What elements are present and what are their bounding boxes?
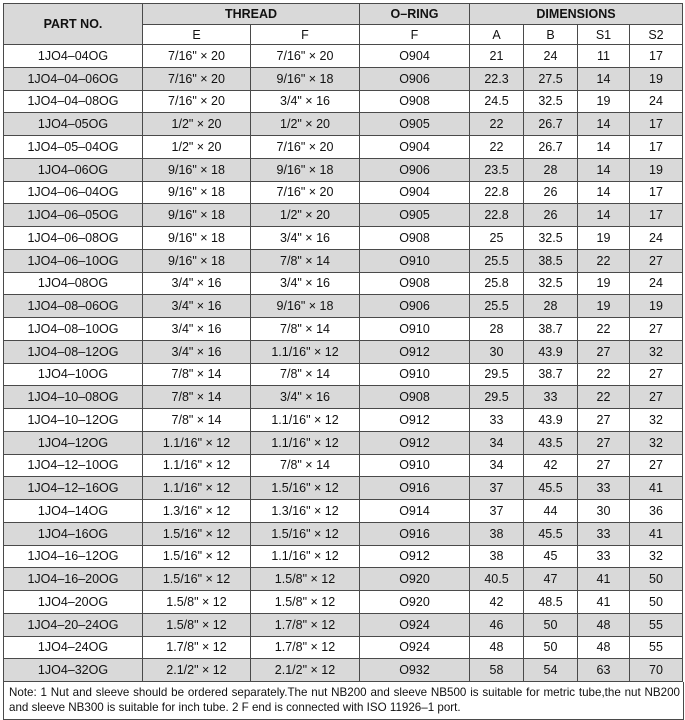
cell-dim-s2: 55: [630, 613, 683, 636]
cell-dim-b: 32.5: [524, 272, 578, 295]
cell-part-no: 1JO4–10–12OG: [4, 409, 143, 432]
cell-oring-f: O912: [360, 409, 470, 432]
table-row: [4, 545, 683, 568]
cell-dim-b: 50: [524, 636, 578, 659]
table-row: [4, 409, 683, 432]
cell-thread-e: 2.1/2" × 12: [143, 659, 251, 682]
cell-dim-a: 25.5: [470, 295, 524, 318]
table-row: [4, 295, 683, 318]
spec-sheet: [3, 3, 682, 720]
cell-dim-s1: 14: [578, 136, 630, 159]
cell-dim-b: 26: [524, 204, 578, 227]
cell-thread-e: 1.1/16" × 12: [143, 454, 251, 477]
cell-thread-e: 9/16" × 18: [143, 249, 251, 272]
cell-thread-f: 3/4" × 16: [251, 386, 360, 409]
cell-dim-b: 43.5: [524, 431, 578, 454]
cell-dim-a: 29.5: [470, 363, 524, 386]
cell-thread-e: 9/16" × 18: [143, 204, 251, 227]
cell-part-no: 1JO4–32OG: [4, 659, 143, 682]
cell-dim-b: 38.7: [524, 318, 578, 341]
table-row: [4, 613, 683, 636]
cell-dim-s1: 19: [578, 295, 630, 318]
cell-thread-e: 7/16" × 20: [143, 90, 251, 113]
cell-dim-s1: 19: [578, 272, 630, 295]
table-row: [4, 363, 683, 386]
cell-dim-s2: 24: [630, 227, 683, 250]
cell-thread-f: 1/2" × 20: [251, 204, 360, 227]
table-row: [4, 500, 683, 523]
cell-part-no: 1JO4–06–05OG: [4, 204, 143, 227]
cell-part-no: 1JO4–24OG: [4, 636, 143, 659]
cell-thread-f: 7/16" × 20: [251, 136, 360, 159]
cell-dim-a: 28: [470, 318, 524, 341]
cell-dim-b: 26.7: [524, 113, 578, 136]
cell-oring-f: O910: [360, 318, 470, 341]
cell-thread-e: 7/16" × 20: [143, 45, 251, 68]
table-row: [4, 158, 683, 181]
table-row: [4, 477, 683, 500]
cell-dim-b: 43.9: [524, 340, 578, 363]
cell-part-no: 1JO4–05–04OG: [4, 136, 143, 159]
cell-oring-f: O920: [360, 591, 470, 614]
cell-dim-b: 47: [524, 568, 578, 591]
cell-dim-a: 22.8: [470, 181, 524, 204]
cell-dim-s1: 14: [578, 181, 630, 204]
cell-dim-a: 29.5: [470, 386, 524, 409]
cell-dim-a: 48: [470, 636, 524, 659]
cell-part-no: 1JO4–06–10OG: [4, 249, 143, 272]
cell-dim-a: 34: [470, 431, 524, 454]
cell-dim-a: 23.5: [470, 158, 524, 181]
cell-dim-b: 33: [524, 386, 578, 409]
cell-part-no: 1JO4–08–06OG: [4, 295, 143, 318]
table-row: [4, 227, 683, 250]
cell-dim-a: 58: [470, 659, 524, 682]
cell-thread-f: 3/4" × 16: [251, 90, 360, 113]
cell-thread-e: 9/16" × 18: [143, 158, 251, 181]
cell-thread-e: 1.5/16" × 12: [143, 545, 251, 568]
cell-dim-a: 22.3: [470, 67, 524, 90]
cell-dim-s2: 27: [630, 454, 683, 477]
cell-dim-a: 42: [470, 591, 524, 614]
cell-dim-b: 26: [524, 181, 578, 204]
cell-dim-s2: 24: [630, 90, 683, 113]
header-dim-b: B: [524, 25, 578, 45]
cell-oring-f: O924: [360, 636, 470, 659]
cell-thread-e: 1.3/16" × 12: [143, 500, 251, 523]
cell-dim-a: 46: [470, 613, 524, 636]
cell-dim-s1: 48: [578, 636, 630, 659]
cell-dim-b: 27.5: [524, 67, 578, 90]
cell-thread-e: 9/16" × 18: [143, 181, 251, 204]
cell-dim-s1: 63: [578, 659, 630, 682]
header-oring: O–RING: [360, 4, 470, 25]
cell-part-no: 1JO4–14OG: [4, 500, 143, 523]
table-header: [4, 4, 683, 45]
table-row: [4, 386, 683, 409]
cell-thread-f: 7/8" × 14: [251, 318, 360, 341]
cell-dim-s1: 14: [578, 204, 630, 227]
cell-dim-s2: 17: [630, 204, 683, 227]
cell-dim-s1: 14: [578, 158, 630, 181]
table-row: [4, 45, 683, 68]
cell-dim-s2: 24: [630, 272, 683, 295]
header-dim-a: A: [470, 25, 524, 45]
cell-dim-a: 22: [470, 113, 524, 136]
cell-dim-b: 45.5: [524, 522, 578, 545]
table-row: [4, 591, 683, 614]
fitting-dimensions-table: [3, 3, 683, 682]
header-thread-e: E: [143, 25, 251, 45]
cell-thread-e: 1/2" × 20: [143, 136, 251, 159]
cell-thread-e: 1.5/8" × 12: [143, 591, 251, 614]
cell-thread-e: 9/16" × 18: [143, 227, 251, 250]
header-thread-f: F: [251, 25, 360, 45]
cell-dim-s2: 36: [630, 500, 683, 523]
table-body: [4, 45, 683, 682]
cell-dim-b: 48.5: [524, 591, 578, 614]
cell-part-no: 1JO4–16–20OG: [4, 568, 143, 591]
cell-thread-f: 1.3/16" × 12: [251, 500, 360, 523]
cell-dim-a: 38: [470, 545, 524, 568]
header-dimensions: DIMENSIONS: [470, 4, 683, 25]
cell-thread-f: 7/8" × 14: [251, 363, 360, 386]
cell-dim-s2: 27: [630, 386, 683, 409]
cell-thread-e: 3/4" × 16: [143, 272, 251, 295]
cell-dim-s1: 41: [578, 568, 630, 591]
cell-dim-s2: 27: [630, 249, 683, 272]
cell-dim-s1: 33: [578, 545, 630, 568]
cell-thread-f: 1/2" × 20: [251, 113, 360, 136]
cell-dim-s1: 22: [578, 249, 630, 272]
header-oring-f: F: [360, 25, 470, 45]
cell-part-no: 1JO4–12–16OG: [4, 477, 143, 500]
cell-part-no: 1JO4–16OG: [4, 522, 143, 545]
cell-dim-b: 44: [524, 500, 578, 523]
cell-dim-a: 25: [470, 227, 524, 250]
cell-part-no: 1JO4–10OG: [4, 363, 143, 386]
cell-dim-b: 24: [524, 45, 578, 68]
cell-thread-f: 9/16" × 18: [251, 67, 360, 90]
cell-thread-e: 1.1/16" × 12: [143, 477, 251, 500]
cell-thread-f: 1.1/16" × 12: [251, 431, 360, 454]
cell-thread-e: 3/4" × 16: [143, 318, 251, 341]
cell-thread-f: 1.1/16" × 12: [251, 545, 360, 568]
cell-dim-s2: 70: [630, 659, 683, 682]
cell-oring-f: O910: [360, 363, 470, 386]
cell-dim-s1: 41: [578, 591, 630, 614]
cell-part-no: 1JO4–08OG: [4, 272, 143, 295]
cell-dim-s1: 27: [578, 454, 630, 477]
cell-dim-s2: 27: [630, 318, 683, 341]
cell-dim-a: 33: [470, 409, 524, 432]
cell-dim-s2: 19: [630, 158, 683, 181]
cell-oring-f: O910: [360, 454, 470, 477]
cell-thread-f: 1.5/8" × 12: [251, 591, 360, 614]
cell-dim-s1: 22: [578, 363, 630, 386]
cell-dim-a: 22.8: [470, 204, 524, 227]
cell-oring-f: O932: [360, 659, 470, 682]
table-row: [4, 90, 683, 113]
cell-dim-b: 43.9: [524, 409, 578, 432]
cell-dim-a: 21: [470, 45, 524, 68]
cell-oring-f: O908: [360, 90, 470, 113]
cell-thread-f: 7/8" × 14: [251, 454, 360, 477]
cell-dim-s1: 27: [578, 340, 630, 363]
table-row: [4, 249, 683, 272]
cell-dim-s2: 19: [630, 295, 683, 318]
cell-dim-a: 37: [470, 500, 524, 523]
cell-dim-b: 28: [524, 158, 578, 181]
cell-part-no: 1JO4–20OG: [4, 591, 143, 614]
cell-part-no: 1JO4–16–12OG: [4, 545, 143, 568]
cell-dim-a: 25.8: [470, 272, 524, 295]
cell-thread-e: 7/8" × 14: [143, 363, 251, 386]
table-row: [4, 67, 683, 90]
table-row: [4, 636, 683, 659]
cell-thread-f: 7/8" × 14: [251, 249, 360, 272]
cell-part-no: 1JO4–20–24OG: [4, 613, 143, 636]
cell-dim-s1: 19: [578, 90, 630, 113]
cell-dim-b: 42: [524, 454, 578, 477]
cell-thread-e: 1.7/8" × 12: [143, 636, 251, 659]
cell-oring-f: O912: [360, 340, 470, 363]
cell-dim-s2: 17: [630, 136, 683, 159]
cell-oring-f: O920: [360, 568, 470, 591]
cell-oring-f: O910: [360, 249, 470, 272]
cell-oring-f: O916: [360, 477, 470, 500]
cell-part-no: 1JO4–04–06OG: [4, 67, 143, 90]
table-row: [4, 272, 683, 295]
cell-part-no: 1JO4–12OG: [4, 431, 143, 454]
table-row: [4, 136, 683, 159]
cell-thread-f: 1.7/8" × 12: [251, 636, 360, 659]
cell-thread-e: 7/16" × 20: [143, 67, 251, 90]
header-dim-s1: S1: [578, 25, 630, 45]
cell-part-no: 1JO4–05OG: [4, 113, 143, 136]
cell-part-no: 1JO4–08–12OG: [4, 340, 143, 363]
cell-dim-s2: 32: [630, 545, 683, 568]
table-row: [4, 454, 683, 477]
cell-dim-a: 34: [470, 454, 524, 477]
cell-thread-f: 1.5/8" × 12: [251, 568, 360, 591]
cell-dim-a: 30: [470, 340, 524, 363]
cell-thread-e: 3/4" × 16: [143, 295, 251, 318]
cell-thread-e: 1.5/16" × 12: [143, 522, 251, 545]
cell-dim-s1: 33: [578, 477, 630, 500]
cell-dim-b: 26.7: [524, 136, 578, 159]
cell-dim-a: 24.5: [470, 90, 524, 113]
cell-dim-s2: 41: [630, 477, 683, 500]
table-row: [4, 568, 683, 591]
cell-dim-s1: 27: [578, 431, 630, 454]
cell-dim-s1: 22: [578, 318, 630, 341]
table-row: [4, 318, 683, 341]
cell-oring-f: O904: [360, 45, 470, 68]
cell-oring-f: O908: [360, 386, 470, 409]
cell-dim-b: 45.5: [524, 477, 578, 500]
cell-thread-f: 1.1/16" × 12: [251, 409, 360, 432]
cell-thread-e: 7/8" × 14: [143, 409, 251, 432]
cell-dim-s2: 19: [630, 67, 683, 90]
cell-part-no: 1JO4–12–10OG: [4, 454, 143, 477]
cell-dim-s1: 30: [578, 500, 630, 523]
cell-dim-a: 37: [470, 477, 524, 500]
cell-dim-s2: 32: [630, 431, 683, 454]
cell-part-no: 1JO4–04–08OG: [4, 90, 143, 113]
cell-dim-s1: 48: [578, 613, 630, 636]
cell-dim-b: 32.5: [524, 227, 578, 250]
cell-thread-f: 1.1/16" × 12: [251, 340, 360, 363]
cell-thread-f: 2.1/2" × 12: [251, 659, 360, 682]
table-row: [4, 659, 683, 682]
footnote: Note: 1 Nut and sleeve should be ordered separately.The nut NB200 and sleeve NB500 is suitable for metric tube,the nut NB200 and sleeve NB300 is suitable for inch tube. 2 F end is connected with ISO 11926–1 port.: [3, 682, 684, 720]
cell-oring-f: O906: [360, 67, 470, 90]
cell-oring-f: O904: [360, 181, 470, 204]
cell-dim-s1: 19: [578, 227, 630, 250]
table-row: [4, 181, 683, 204]
cell-oring-f: O924: [360, 613, 470, 636]
cell-dim-s2: 55: [630, 636, 683, 659]
header-dim-s2: S2: [630, 25, 683, 45]
cell-dim-b: 38.7: [524, 363, 578, 386]
cell-oring-f: O912: [360, 545, 470, 568]
cell-dim-b: 45: [524, 545, 578, 568]
cell-oring-f: O905: [360, 113, 470, 136]
cell-dim-s1: 27: [578, 409, 630, 432]
cell-dim-s2: 32: [630, 340, 683, 363]
cell-oring-f: O908: [360, 227, 470, 250]
cell-dim-s2: 17: [630, 45, 683, 68]
cell-dim-s2: 17: [630, 181, 683, 204]
cell-thread-f: 7/16" × 20: [251, 181, 360, 204]
header-part-no: PART NO.: [4, 4, 143, 45]
cell-thread-f: 3/4" × 16: [251, 272, 360, 295]
cell-part-no: 1JO4–06–04OG: [4, 181, 143, 204]
cell-oring-f: O916: [360, 522, 470, 545]
cell-oring-f: O904: [360, 136, 470, 159]
cell-dim-a: 25.5: [470, 249, 524, 272]
cell-thread-f: 9/16" × 18: [251, 295, 360, 318]
cell-part-no: 1JO4–06–08OG: [4, 227, 143, 250]
cell-thread-e: 1.5/16" × 12: [143, 568, 251, 591]
cell-dim-s2: 50: [630, 568, 683, 591]
cell-oring-f: O912: [360, 431, 470, 454]
cell-dim-a: 40.5: [470, 568, 524, 591]
cell-part-no: 1JO4–08–10OG: [4, 318, 143, 341]
cell-dim-s2: 27: [630, 363, 683, 386]
cell-dim-b: 28: [524, 295, 578, 318]
cell-oring-f: O905: [360, 204, 470, 227]
cell-dim-s1: 11: [578, 45, 630, 68]
cell-dim-b: 54: [524, 659, 578, 682]
cell-dim-s1: 22: [578, 386, 630, 409]
table-row: [4, 204, 683, 227]
cell-dim-b: 38.5: [524, 249, 578, 272]
cell-thread-e: 3/4" × 16: [143, 340, 251, 363]
cell-dim-s2: 32: [630, 409, 683, 432]
cell-part-no: 1JO4–10–08OG: [4, 386, 143, 409]
cell-oring-f: O906: [360, 158, 470, 181]
cell-thread-f: 9/16" × 18: [251, 158, 360, 181]
cell-dim-b: 32.5: [524, 90, 578, 113]
cell-oring-f: O908: [360, 272, 470, 295]
table-row: [4, 431, 683, 454]
cell-thread-e: 1.5/8" × 12: [143, 613, 251, 636]
cell-thread-e: 7/8" × 14: [143, 386, 251, 409]
cell-thread-f: 1.5/16" × 12: [251, 477, 360, 500]
cell-dim-b: 50: [524, 613, 578, 636]
cell-thread-f: 7/16" × 20: [251, 45, 360, 68]
cell-dim-s2: 41: [630, 522, 683, 545]
table-row: [4, 113, 683, 136]
cell-part-no: 1JO4–06OG: [4, 158, 143, 181]
cell-dim-s1: 33: [578, 522, 630, 545]
cell-oring-f: O914: [360, 500, 470, 523]
cell-thread-f: 1.7/8" × 12: [251, 613, 360, 636]
cell-dim-s2: 17: [630, 113, 683, 136]
cell-dim-a: 38: [470, 522, 524, 545]
cell-dim-s2: 50: [630, 591, 683, 614]
cell-dim-s1: 14: [578, 67, 630, 90]
table-row: [4, 522, 683, 545]
cell-thread-e: 1/2" × 20: [143, 113, 251, 136]
cell-oring-f: O906: [360, 295, 470, 318]
cell-dim-a: 22: [470, 136, 524, 159]
cell-thread-f: 3/4" × 16: [251, 227, 360, 250]
cell-dim-s1: 14: [578, 113, 630, 136]
cell-thread-e: 1.1/16" × 12: [143, 431, 251, 454]
cell-part-no: 1JO4–04OG: [4, 45, 143, 68]
header-thread: THREAD: [143, 4, 360, 25]
table-row: [4, 340, 683, 363]
cell-thread-f: 1.5/16" × 12: [251, 522, 360, 545]
